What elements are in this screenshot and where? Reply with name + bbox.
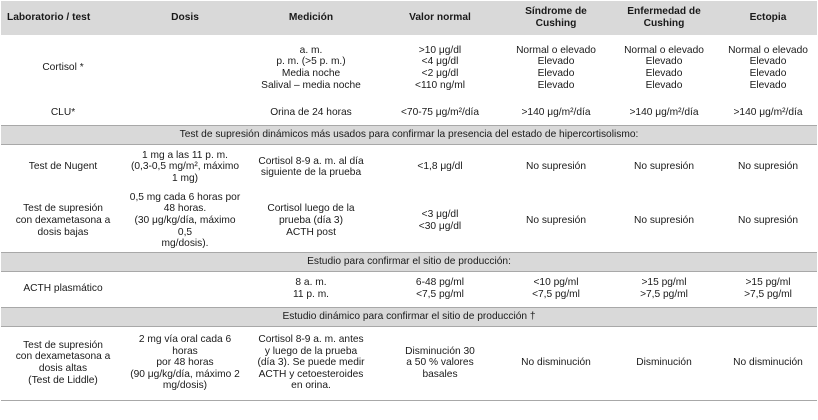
header-enfermedad: Enfermedad de Cushing	[609, 1, 719, 35]
liddle-normal-line: a 50 % valores	[406, 357, 474, 369]
acth-medicion-line: 8 a. m.	[295, 277, 327, 289]
dexa-baja-dosis-line: mg/dosis).	[161, 238, 209, 250]
nugent-medicion-line: siguiente de la prueba	[260, 167, 362, 179]
dexa-baja-ectopia: No supresión	[737, 214, 799, 226]
liddle-label-line: Test de supresión	[23, 339, 103, 351]
cortisol-ectopia-line: Normal o elevado	[728, 44, 808, 56]
liddle-label-line: (Test de Liddle)	[28, 374, 98, 386]
cortisol-enfermedad-line: Normal o elevado	[624, 44, 704, 56]
section-row-estudio-dinamico	[1, 307, 817, 326]
acth-enfermedad	[609, 271, 719, 307]
liddle-normal-line: basales	[422, 368, 458, 380]
clu-label: CLU*	[50, 106, 76, 118]
nugent-enfermedad: No supresión	[633, 161, 695, 173]
liddle-label	[1, 326, 125, 400]
dexa-baja-medicion-line: Cortisol luego de la	[267, 203, 355, 215]
section-row-hipercortisolismo	[1, 125, 817, 144]
cortisol-medicion-line: a. m.	[299, 44, 323, 56]
header-row	[1, 1, 817, 35]
row-dexametasona-baja	[1, 190, 817, 252]
liddle-label-line: dosis altas	[38, 363, 88, 374]
nugent-label: Test de Nugent	[28, 161, 98, 173]
cortisol-ectopia-line: Elevado	[749, 56, 787, 68]
section-title: Estudio para confirmar el sitio de producción:	[1, 252, 817, 271]
nugent-dosis	[125, 144, 245, 190]
liddle-medicion-line: (día 3). Se puede medir	[257, 357, 365, 369]
cortisol-ectopia	[719, 35, 817, 101]
section-title: Test de supresión dinámicos más usados para confirmar la presencia del estado de hipercortisolismo:	[1, 125, 817, 144]
acth-label: ACTH plasmático	[23, 283, 103, 295]
acth-enfermedad-line: >7,5 pg/ml	[640, 289, 688, 300]
cortisol-sindrome-line: Elevado	[537, 68, 575, 79]
dexa-baja-dosis-line: (30 μg/kg/día, máximo 0,5	[134, 214, 236, 238]
cortisol-normal-line: <4 μg/dl	[421, 56, 459, 68]
cortisol-enfermedad-line: Elevado	[645, 68, 683, 79]
header-sindrome: Síndrome de Cushing	[503, 1, 609, 35]
clu-enfermedad: >140 μg/m²/día	[629, 106, 699, 118]
clu-normal: <70-75 μg/m²/día	[400, 106, 480, 118]
row-clu	[1, 101, 817, 125]
cortisol-medicion-line: p. m. (>5 p. m.)	[276, 56, 346, 68]
dexa-baja-normal-line: <30 μg/dl	[418, 220, 462, 232]
cortisol-medicion-line: Salival – media noche	[261, 79, 361, 91]
header-laboratorio: Laboratorio / test	[1, 1, 125, 35]
liddle-dosis-line: 2 mg vía oral cada 6 horas	[138, 334, 232, 357]
cushing-lab-table	[1, 1, 817, 401]
liddle-normal-line: Disminución 30	[405, 345, 475, 357]
cortisol-sindrome-line: Normal o elevado	[516, 44, 596, 56]
liddle-dosis-line: (90 μg/kg/día, máximo 2	[130, 368, 240, 380]
acth-normal	[377, 271, 503, 307]
nugent-sindrome: No supresión	[525, 161, 587, 173]
dexa-baja-medicion	[245, 190, 377, 252]
row-liddle	[1, 326, 817, 400]
row-nugent	[1, 144, 817, 190]
cortisol-ectopia-line: Elevado	[749, 68, 787, 79]
dexa-baja-dosis-line: 48 horas.	[163, 203, 207, 215]
acth-normal-line: <7,5 pg/ml	[416, 289, 464, 300]
liddle-medicion	[245, 326, 377, 400]
liddle-ectopia: No disminución	[719, 326, 817, 400]
acth-ectopia-line: >7,5 pg/ml	[744, 289, 792, 300]
nugent-dosis-line: 1 mg)	[171, 173, 199, 185]
liddle-medicion-line: en orina.	[291, 380, 331, 392]
header-valor-normal: Valor normal	[377, 1, 503, 35]
acth-sindrome	[503, 271, 609, 307]
cortisol-label: Cortisol *	[42, 62, 84, 74]
cortisol-enfermedad-line: Elevado	[645, 56, 683, 68]
section-row-sitio-produccion	[1, 252, 817, 271]
cortisol-sindrome	[503, 35, 609, 101]
cortisol-medicion-line: Media noche	[281, 68, 341, 79]
row-acth	[1, 271, 817, 307]
acth-ectopia-line: >15 pg/ml	[745, 277, 791, 289]
dexa-baja-dosis	[125, 190, 245, 252]
liddle-enfermedad: Disminución	[609, 326, 719, 400]
section-title: Estudio dinámico para confirmar el sitio de producción †	[1, 307, 817, 326]
clu-sindrome: >140 μg/m²/día	[521, 106, 591, 118]
acth-normal-line: 6-48 pg/ml	[415, 277, 465, 289]
liddle-label-line: con dexametasona a	[15, 351, 111, 363]
liddle-sindrome: No disminución	[503, 326, 609, 400]
liddle-dosis	[125, 326, 245, 400]
liddle-medicion-line: ACTH y cetoesteroides	[258, 368, 364, 380]
liddle-normal	[377, 326, 503, 400]
acth-dosis	[125, 271, 245, 307]
nugent-medicion-line: Cortisol 8-9 a. m. al día	[258, 155, 364, 167]
nugent-ectopia: No supresión	[737, 161, 799, 173]
clu-ectopia: >140 μg/m²/día	[733, 106, 803, 118]
clu-dosis	[125, 101, 245, 125]
liddle-medicion-line: y luego de la prueba	[264, 345, 358, 357]
acth-ectopia	[719, 271, 817, 307]
dexa-baja-label-line: Test de supresión	[23, 203, 103, 215]
cortisol-normal	[377, 35, 503, 101]
acth-enfermedad-line: >15 pg/ml	[641, 277, 687, 289]
dexa-baja-enfermedad: No supresión	[633, 214, 695, 226]
acth-sindrome-line: <7,5 pg/ml	[532, 289, 580, 300]
cortisol-normal-line: >10 μg/dl	[418, 44, 462, 56]
cortisol-normal-line: <2 μg/dl	[421, 68, 459, 79]
nugent-normal: <1,8 μg/dl	[417, 161, 463, 173]
cortisol-enfermedad	[609, 35, 719, 101]
row-cortisol	[1, 35, 817, 101]
dexa-baja-sindrome: No supresión	[525, 214, 587, 226]
nugent-dosis-line: (0,3-0,5 mg/m², máximo	[130, 161, 240, 173]
cortisol-normal-line: <110 ng/ml	[415, 79, 465, 91]
cortisol-sindrome-line: Elevado	[537, 56, 575, 68]
acth-medicion-line: 11 p. m.	[292, 289, 330, 300]
liddle-medicion-line: Cortisol 8-9 a. m. antes	[258, 334, 364, 346]
liddle-dosis-line: por 48 horas	[156, 357, 214, 369]
nugent-dosis-line: 1 mg a las 11 p. m.	[142, 149, 228, 161]
header-ectopia: Ectopia	[719, 1, 817, 35]
acth-medicion	[245, 271, 377, 307]
cortisol-enfermedad-line: Elevado	[645, 79, 683, 91]
cortisol-medicion	[245, 35, 377, 101]
acth-sindrome-line: <10 pg/ml	[533, 277, 579, 289]
dexa-baja-normal	[377, 190, 503, 252]
cortisol-dosis	[125, 35, 245, 101]
dexa-baja-normal-line: <3 μg/dl	[421, 209, 459, 221]
dexa-baja-medicion-line: ACTH post	[286, 226, 336, 238]
cortisol-sindrome-line: Elevado	[537, 79, 575, 91]
clu-medicion: Orina de 24 horas	[270, 106, 352, 118]
cortisol-ectopia-line: Elevado	[749, 79, 787, 91]
dexa-baja-label-line: con dexametasona a	[15, 214, 111, 226]
nugent-medicion	[245, 144, 377, 190]
dexa-baja-medicion-line: prueba (día 3)	[279, 214, 343, 226]
header-dosis: Dosis	[125, 1, 245, 35]
dexa-baja-label-line: dosis bajas	[37, 226, 89, 238]
dexa-baja-label	[1, 190, 125, 252]
liddle-dosis-line: mg/dosis)	[162, 380, 208, 392]
header-medicion: Medición	[245, 1, 377, 35]
dexa-baja-dosis-line: 0,5 mg cada 6 horas por	[129, 191, 241, 203]
